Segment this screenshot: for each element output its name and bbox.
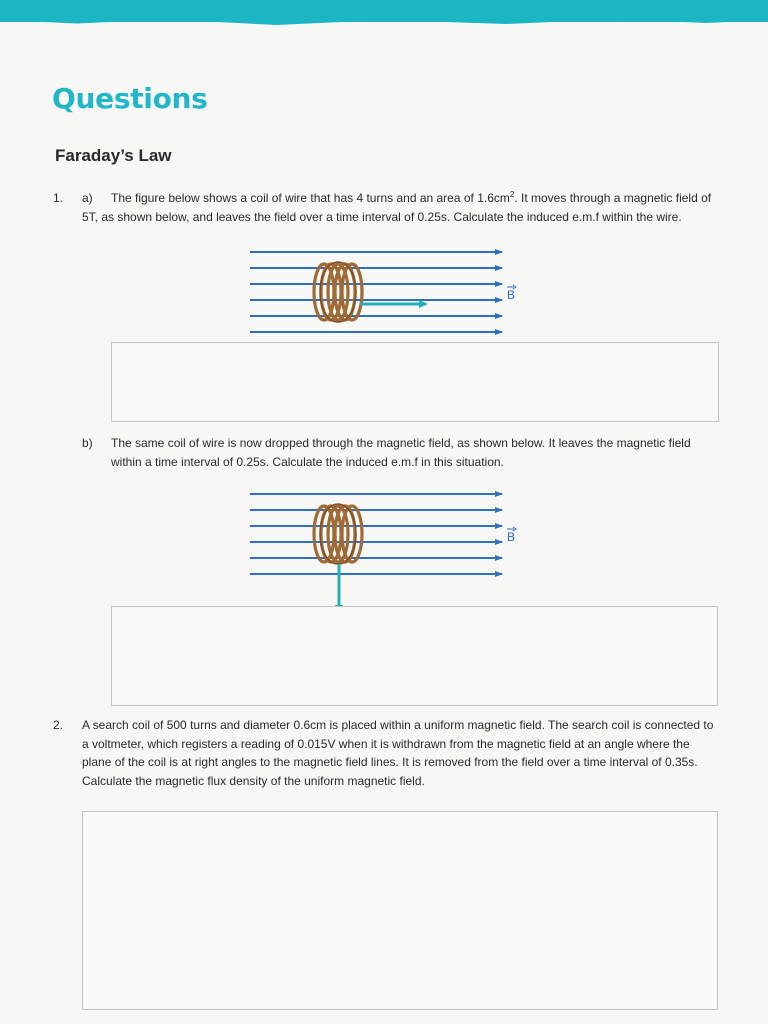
question-1a-superscript: 2 <box>509 190 515 199</box>
question-1b-label: b) <box>82 436 93 450</box>
question-1a-label: a) <box>82 191 93 205</box>
page-title: Questions <box>52 82 208 115</box>
figure-coil-horizontal <box>248 240 528 340</box>
figure-coil-dropped <box>248 484 528 609</box>
question-1a-text <box>82 189 712 226</box>
question-1a-text-end: . It moves through a magnetic field of 5T, as shown below, and leaves the field over a time interval of 0.25s. Calculate the induced e.m.f within the wire. <box>82 191 712 224</box>
coil-icon <box>314 504 362 564</box>
question-1-number: 1. <box>53 191 64 205</box>
field-label: B <box>507 530 516 544</box>
answer-box-1b[interactable] <box>111 606 718 706</box>
coil-icon <box>314 262 362 322</box>
answer-box-1a[interactable] <box>111 342 719 422</box>
question-1b-text: The same coil of wire is now dropped through the magnetic field, as shown below. It leaves the magnetic field within a time interval of 0.25s. Calculate the induced e.m.f in this situation. <box>111 436 691 469</box>
section-title: Faraday’s Law <box>55 146 172 165</box>
answer-box-2[interactable] <box>82 811 718 1010</box>
question-2-number: 2. <box>53 718 64 732</box>
field-label: B <box>507 288 516 302</box>
question-2-text: A search coil of 500 turns and diameter 0.6cm is placed within a uniform magnetic field. The search coil is connected to a voltmeter, which registers a reading of 0.015V when it is withdrawn from the magnetic field at an angle where the plane of the coil is at right angles to the magnetic field lines. It is removed from the field over a time interval of 0.35s. Calculate the magnetic flux density of the uniform magnetic field. <box>82 718 714 788</box>
question-1a-text-start: The figure below shows a coil of wire that has 4 turns and an area of 1.6cm <box>111 191 510 205</box>
